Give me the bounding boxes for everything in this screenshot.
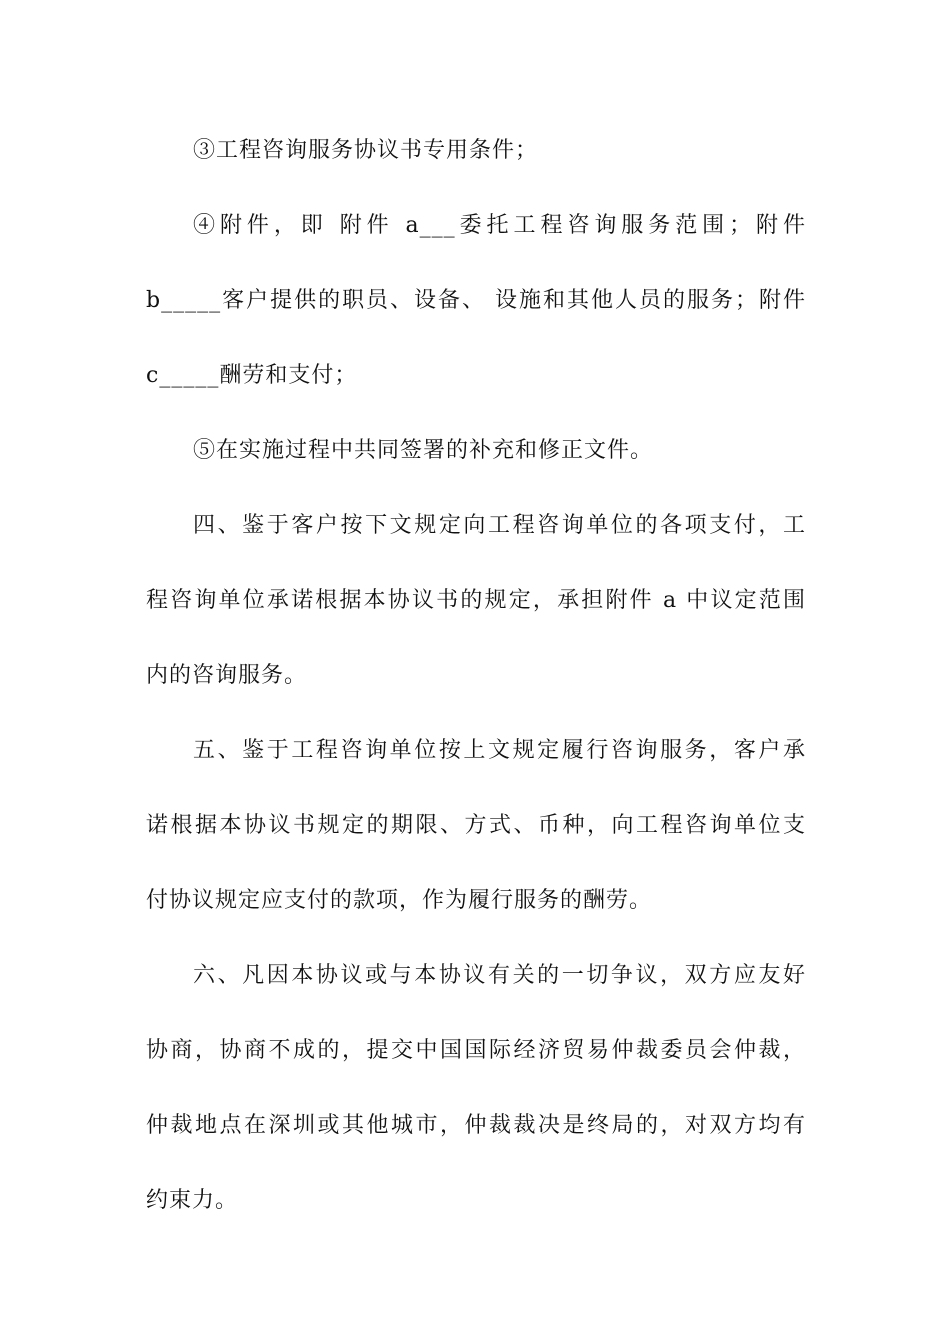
section-five-line-1: 五、鉴于工程咨询单位按上文规定履行咨询服务，客户承: [193, 738, 806, 763]
section-four-line-2: 程咨询单位承诺根据本协议书的规定，承担附件 a 中议定范围: [146, 588, 806, 613]
clause-3-line: ③工程咨询服务协议书专用条件；: [193, 138, 539, 163]
clause-4-line-3: c_____酬劳和支付；: [146, 363, 358, 388]
section-five-line-3: 付协议规定应支付的款项，作为履行服务的酬劳。: [146, 888, 653, 913]
section-four-line-1: 四、鉴于客户按下文规定向工程咨询单位的各项支付，工: [193, 513, 806, 538]
section-six-line-2: 协商，协商不成的，提交中国国际经济贸易仲裁委员会仲裁，: [146, 1038, 806, 1063]
section-six-line-1: 六、凡因本协议或与本协议有关的一切争议，双方应友好: [193, 963, 806, 988]
clause-4-line-2: b_____客户提供的职员、设备、 设施和其他人员的服务；附件: [146, 288, 806, 313]
section-six-line-3: 仲裁地点在深圳或其他城市，仲裁裁决是终局的，对双方均有: [146, 1113, 806, 1138]
section-four-line-3: 内的咨询服务。: [146, 663, 308, 688]
section-five-line-2: 诺根据本协议书规定的期限、方式、币种，向工程咨询单位支: [146, 813, 806, 838]
clause-5-line: ⑤在实施过程中共同签署的补充和修正文件。: [193, 438, 654, 463]
clause-4-line-1: ④附件，即 附件 a___委托工程咨询服务范围；附件: [193, 213, 806, 238]
section-six-line-4: 约束力。: [146, 1188, 239, 1213]
